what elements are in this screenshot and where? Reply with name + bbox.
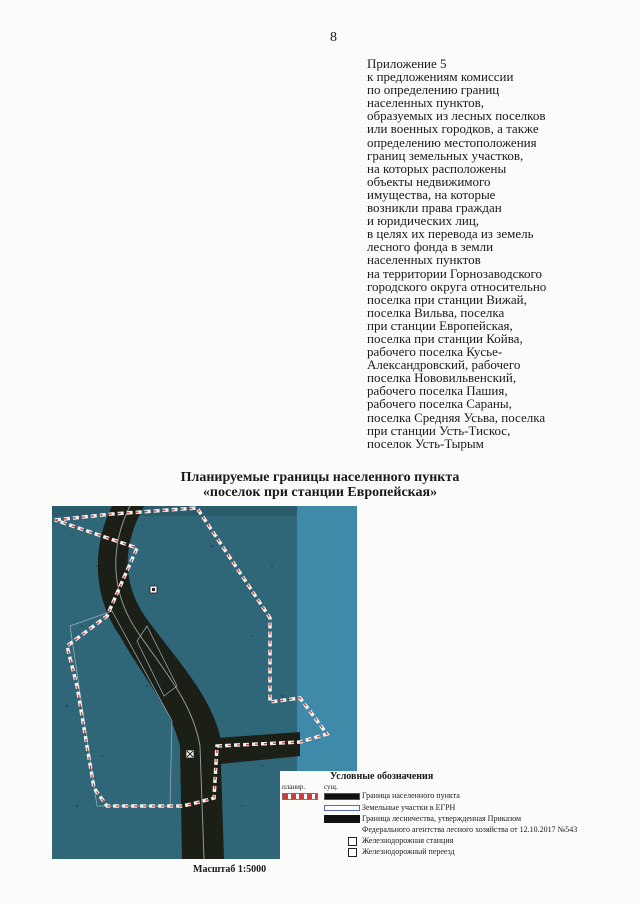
appendix-line: к предложениям комиссии bbox=[367, 69, 514, 85]
appendix-line: поселка Средняя Усьва, поселка bbox=[367, 409, 546, 425]
appendix-line: поселка при станции Вижай, bbox=[367, 291, 527, 307]
appendix-line: или военных городков, а также bbox=[367, 121, 539, 137]
railway-crossing-icon bbox=[348, 848, 357, 857]
map-scale: Масштаб 1:5000 bbox=[193, 864, 267, 875]
appendix-line: рабочего поселка Пашия, bbox=[367, 383, 508, 399]
appendix-line: поселка при станции Койва, bbox=[367, 330, 523, 346]
boundary-existing-symbol bbox=[324, 793, 360, 800]
appendix-line: в целях их перевода из земель bbox=[367, 226, 534, 242]
appendix-note bbox=[367, 57, 617, 450]
appendix-line: при станции Европейская, bbox=[367, 317, 513, 333]
appendix-line: лесного фонда в земли bbox=[367, 239, 494, 255]
appendix-line: на которых расположены bbox=[367, 160, 507, 176]
appendix-line: населенных пунктов, bbox=[367, 95, 485, 111]
appendix-line: на территории Горнозаводского bbox=[367, 265, 543, 281]
railway-station-icon bbox=[348, 837, 357, 846]
legend-label: Железнодорожная станция bbox=[362, 836, 454, 845]
parcel-symbol bbox=[324, 805, 360, 811]
appendix-line: населенных пунктов bbox=[367, 252, 481, 268]
page-number: 8 bbox=[330, 30, 337, 45]
legend-row-crossing bbox=[280, 847, 630, 859]
appendix-line: при станции Усть-Тискос, bbox=[367, 422, 511, 438]
legend-row-boundary bbox=[280, 791, 630, 803]
appendix-line: Приложение 5 bbox=[367, 56, 447, 71]
appendix-line: рабочего поселка Кусье- bbox=[367, 344, 503, 360]
boundary-planned-symbol bbox=[282, 793, 318, 800]
legend-label: Земельные участки в ЕГРН bbox=[362, 803, 456, 812]
map-title-line2: «поселок при станции Европейская» bbox=[202, 485, 438, 500]
legend-col-existing: сущ. bbox=[324, 783, 338, 791]
appendix-line: городского округа относительно bbox=[367, 278, 547, 294]
forestry-boundary-symbol bbox=[324, 815, 360, 823]
map-title-line1: Планируемые границы населенного пункта bbox=[180, 470, 460, 485]
appendix-line: образуемых из лесных поселков bbox=[367, 108, 546, 124]
appendix-line: и юридических лиц, bbox=[367, 213, 480, 229]
legend-col-planned: планир. bbox=[282, 783, 306, 791]
appendix-line: имущества, на которые bbox=[367, 186, 496, 202]
appendix-line: поселок Усть-Тырым bbox=[367, 435, 484, 451]
appendix-line: границ земельных участков, bbox=[367, 147, 524, 163]
appendix-line: поселка Нововильвенский, bbox=[367, 370, 517, 386]
legend-label: Граница населенного пункта bbox=[362, 791, 460, 800]
map-title bbox=[0, 470, 640, 500]
appendix-line: поселка Вильва, поселка bbox=[367, 304, 505, 320]
appendix-line: возникли права граждан bbox=[367, 200, 502, 216]
legend-label: Граница лесничества, утвержденная Приказом bbox=[362, 814, 522, 823]
railway-crossing-icon bbox=[186, 750, 194, 758]
legend-title: Условные обозначения bbox=[330, 771, 434, 782]
appendix-line: по определению границ bbox=[367, 82, 500, 98]
appendix-line: рабочего поселка Сараны, bbox=[367, 396, 512, 412]
rail-spur bbox=[217, 732, 300, 764]
legend-label: Федерального агентства лесного хозяйства от 12.10.2017 №543 bbox=[362, 825, 578, 834]
appendix-line: объекты недвижимого bbox=[367, 173, 491, 189]
appendix-line: Александровский, рабочего bbox=[367, 357, 521, 373]
map-legend bbox=[280, 771, 630, 861]
railway-station-icon bbox=[150, 586, 157, 593]
appendix-line: определению местоположения bbox=[367, 134, 537, 150]
legend-label: Железнодорожный переезд bbox=[362, 847, 455, 856]
